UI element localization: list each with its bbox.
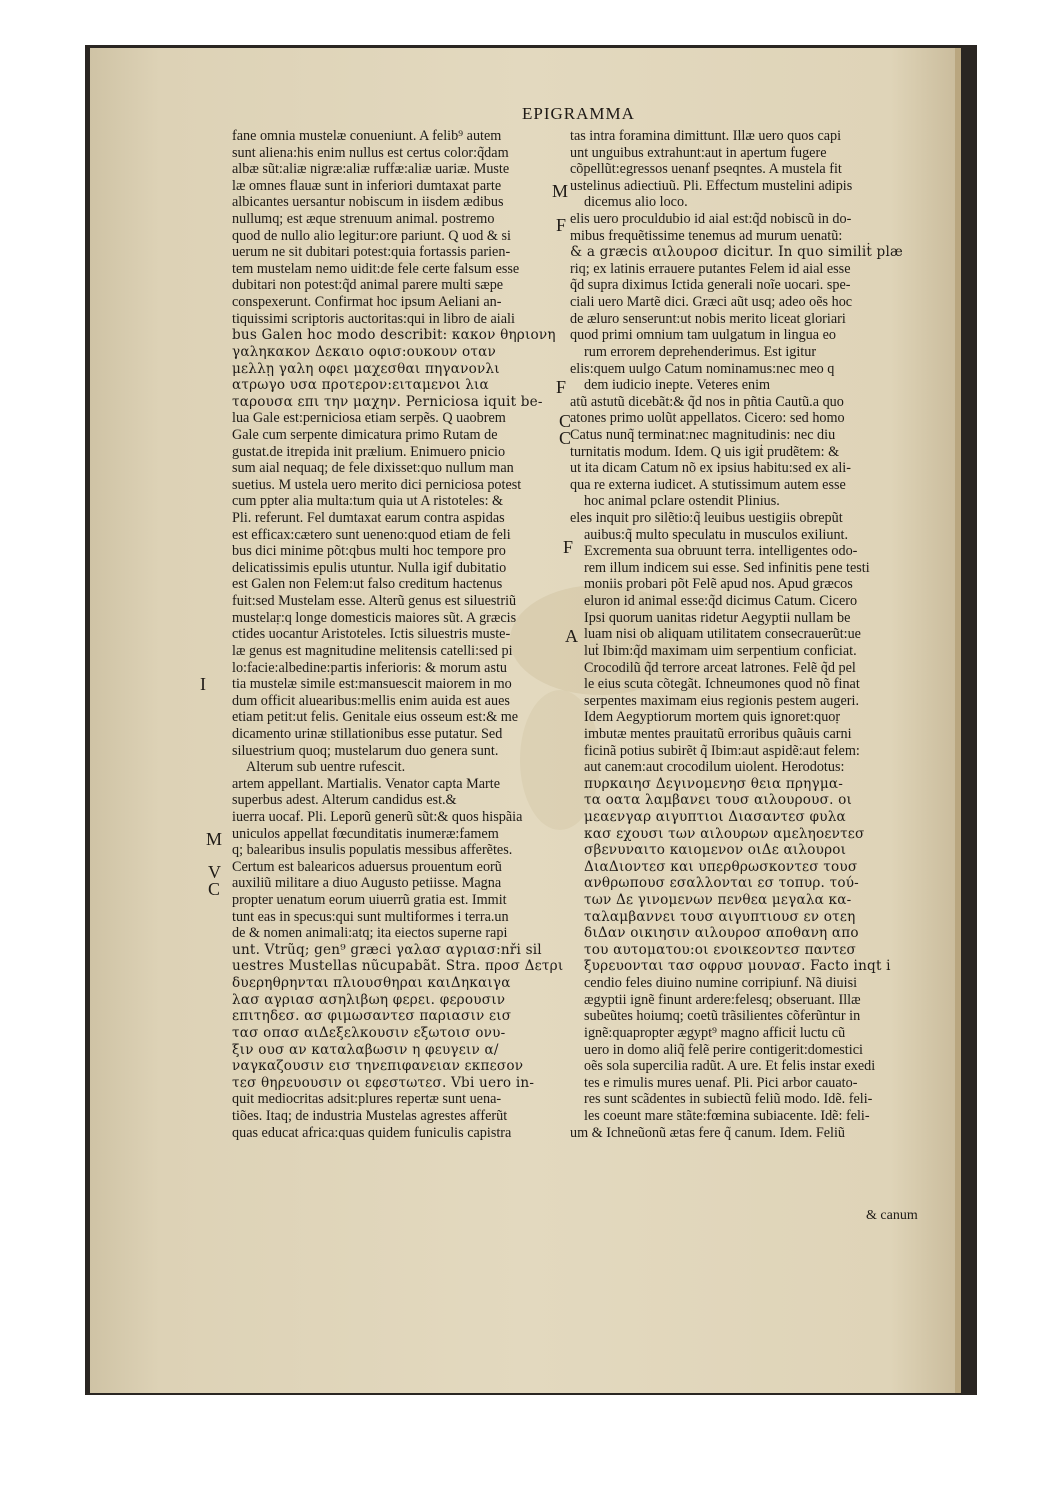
text-line: ξιν ουσ αν καταλαβωσιν η φευγειν α/ (232, 1041, 499, 1058)
text-line: um & Ichneũonũ ætas fere q̃ canum. Idem. Feliũ (570, 1124, 846, 1141)
text-line: dubitari non potest:q̃d animal parere multi sæpe (232, 277, 504, 294)
text-line: ΔιαΔιοντεσ και υπερθρωσκοντεσ τουσ (584, 858, 858, 875)
text-line: ciali uero Martẽ dici. Græci aũt usq; adeo oẽs hoc (570, 294, 853, 311)
text-line: nullumq; est æque strenuum animal. postremo (232, 211, 495, 228)
marginal-initial: I (200, 674, 206, 694)
text-line: σβενυναιτο καιομενον οιΔε αιλουροι (584, 842, 847, 859)
text-line: Ipsi quorum uanitas ridetur Aegyptii nullam be (584, 609, 851, 626)
left-text-column (232, 128, 562, 1141)
text-line: q; balearibus insulis populatis messibus afferẽtes. (232, 842, 513, 859)
text-line: cum ppter alia multa:tum quia ut A ristoteles: & (232, 493, 504, 510)
text-line: bus Galen hoc modo describit: κακον θηριονη (232, 327, 556, 344)
text-line: quod primi omnium tam uulgatum in lingua eo (570, 327, 836, 344)
text-line: turnitatis modum. Idem. Q uis igiṫ prudẽtem: & (570, 443, 840, 460)
text-line: tunt eas in specus:qui sunt multiformes i terra.un (232, 908, 509, 925)
text-line: bus dici minime põt:qbus multi hoc tempore pro (232, 543, 506, 560)
text-line: uniculos appellat fœcunditatis inumeræ:famem (232, 825, 499, 842)
running-head: EPIGRAMMA (522, 104, 635, 123)
text-line: tas intra foramina dimittunt. Illæ uero quos capi (570, 128, 842, 144)
text-line: conspexerunt. Confirmat hoc ipsum Aeliani an- (232, 294, 502, 311)
text-line: tes e rimulis mures uenaf. Pli. Pici arbor cauato- (584, 1074, 858, 1091)
marginal-initial: M (206, 829, 223, 849)
text-line: tiquissimi scriptoris auctoritas:qui in libro de aiali (232, 310, 515, 327)
text-line: ustelinus adiectiuũ. Pli. Effectum mustelini adipis (570, 177, 853, 194)
text-line: siluestrium quoq; mustelarum duo genera sunt. (232, 742, 499, 759)
text-line: ταρουσα επι την μαχην. Perniciosa iquit be- (232, 393, 543, 410)
text-line: elis uero proculdubio id aial est:q̃d nobiscũ in do- (570, 211, 852, 228)
text-line: albicantes uersantur nobiscum in iisdem ædibus (232, 194, 504, 211)
text-line: fane omnia mustelæ conueniunt. A felib⁹ autem (232, 128, 502, 144)
right-text-column (570, 128, 930, 1141)
text-line: Certum est balearicos aduersus prouentum eorũ (232, 858, 502, 875)
text-line: & a græcis αιλουροσ dicitur. In quo similiṫ plæ (570, 244, 903, 261)
text-line: superbus adest. Alterum candidus est.& (232, 792, 457, 809)
text-line: de & nomen animali:atq; ita eiectos superne rapi (232, 925, 508, 942)
text-line: ægyptii ignẽ finunt ardere:felesq; obseruant. Illæ (584, 991, 861, 1008)
text-line: Gale cum serpente dimicatura primo Rutam de (232, 426, 498, 443)
text-line: sum aial nequaq; de fele dixisset:quo nullum man (232, 460, 514, 477)
text-line: eluron id animal esse:q̃d dicimus Catum. Cicero (584, 593, 858, 610)
text-line: q̃d supra diximus Ictida generali noĩe uocari. spe- (570, 277, 851, 294)
text-line: subeũtes hoiumq; coetũ trãsilientes cõferũntur in (584, 1008, 861, 1025)
text-line: de æluro senserunt:ut nobis merito liceat gloriari (570, 310, 846, 327)
text-line: gustat.de itrepida init prælium. Enimuero pnicio (232, 443, 506, 460)
marginal-initial: C (559, 411, 572, 431)
marginal-initial: F (556, 215, 567, 235)
text-line: τα οατα λαμβανει τουσ αιλουρουσ. οι (584, 792, 853, 809)
text-line: επιτηδεσ. ασ φιμωσαντεσ παριασιν εισ (232, 1008, 512, 1025)
text-line: aut canem:aut crocodilum uiolent. Herodotus: (584, 759, 845, 776)
text-line: est efficax:cætero sunt ueneno:quod etiam de feli (232, 526, 511, 543)
text-line: lo:facie:albedine:partis inferioris: & morum astu (232, 659, 508, 676)
text-line: hoc animal pclare ostendit Plinius. (584, 493, 780, 510)
text-line: les coeunt mare stãte:fœmina subiacente. Idẽ: feli- (584, 1107, 870, 1124)
text-line: imbutæ mentes prauitatũ erroribus quãuis carni (584, 725, 852, 742)
text-line: tia mustelæ simile est:mansuescit maiorem in mo (232, 676, 512, 693)
text-line: unt unguibus extrahunt:aut in apertum fugere (570, 144, 827, 161)
text-line: ficinã potius subirẽt q̃ Ibim:aut aspidẽ:aut felem: (584, 742, 860, 759)
text-line: riq; ex latinis errauere putantes Felem id aial esse (570, 260, 851, 277)
text-line: est Galen non Felem:ut falso creditum hactenus (232, 576, 503, 593)
text-line: Idem Aegyptiorum mortem quis ignoret:quoṛ (584, 709, 841, 726)
text-line: iuerra uocaf. Pli. Leporũ generũ sũt:& quos hispãia (232, 808, 523, 825)
text-line: fuit:sed Mustelam esse. Alterũ genus est siluestriũ (232, 593, 517, 610)
text-line: μεαενγαρ αιγυπτιοι Διασαντεσ φυλα (584, 808, 846, 825)
text-line: Catus nunq̃ terminat:nec magnitudinis: nec diu (570, 426, 836, 443)
text-line: auxiliũ militare a diuo Augusto petiisse. Magna (232, 875, 502, 892)
text-line: luṫ Ibim:q̃d maximam uim serpentium conficiat. (584, 642, 857, 659)
text-line: rem illum indicem sui esse. Sed infinitis pene testi (584, 559, 870, 576)
text-line: mustelaṛ:q longe domesticis maiores sũt. A græcis (232, 609, 517, 626)
marginal-initial: C (208, 879, 221, 899)
marginal-initial: M (552, 181, 569, 201)
text-line: elis:quem uulgo Catum nominamus:nec meo q (570, 360, 835, 377)
text-line: ναγκαζουσιν εισ τηνεπιφανειαν εκπεσον (232, 1058, 524, 1075)
text-line: moniis probari põt Felẽ apud nos. Apud græcos (584, 576, 853, 593)
text-line: uestres Mustellas nũcupabãt. Stra. προσ Δετρι (232, 958, 564, 975)
text-line: oẽs sola supercilia radũt. A ure. Et felis instar exedi (584, 1058, 876, 1075)
text-line: luam nisi ob aliquam utilitatem consecrauerũt:ue (584, 626, 861, 643)
text-line: res sunt scãdentes in subiectũ feliũ modo. Idẽ. feli- (584, 1091, 873, 1108)
text-line: ut ita dicam Catum nõ ex ipsius habitu:sed ex ali- (570, 460, 851, 477)
text-line: ignẽ:quapropter ægypt⁹ magno afficiṫ luctu cũ (584, 1024, 846, 1041)
catchword: & canum (866, 1208, 918, 1223)
text-line: dicamento urinæ stillationibus esse putatur. Sed (232, 725, 503, 742)
text-line: κασ εχουσι των αιλουρων αμεληοεντεσ (584, 825, 865, 842)
text-line: του αυτοματου:οι ενοικεοντεσ παντεσ (584, 941, 857, 958)
text-line: quod de nullo alio legitur:ore pariunt. Q uod & si (232, 227, 511, 244)
text-line: ατρωγο υσα προτερον:ειταμενοι λια (232, 377, 489, 394)
text-line: ανθρωπουσ εσαλλονται εσ τοπυρ. τού- (584, 875, 859, 892)
text-line: uero in domo aliq̃ felẽ perire contigerit:domestici (584, 1041, 863, 1058)
text-line: lua Gale est:perniciosa etiam serpẽs. Q uaobrem (232, 410, 506, 427)
text-line: Alterum sub uentre rufescit. (246, 759, 406, 776)
marginal-initial: C (559, 428, 572, 448)
text-line: auibus:q̃ multo speculatu in musculos exiliunt. (584, 526, 849, 543)
text-line: qua re externa iudicet. A stutissimum autem esse (570, 476, 846, 493)
text-line: τεσ θηρευουσιν οι εφεστωτεσ. Vbi uero in- (232, 1074, 535, 1091)
text-line: ξυρευονται τασ οφρυσ μουνασ. Facto inqt i (584, 958, 891, 975)
text-line: eles inquit pro silẽtio:q̃ leuibus uestigiis obrepũt (570, 510, 843, 527)
text-line: dum officit aluearibus:mellis enim auida est aues (232, 692, 510, 709)
marginal-initial: F (556, 377, 567, 397)
text-line: atones primo uolũt appellatos. Cicero: sed homo (570, 410, 845, 427)
text-line: των Δε γινομενων πενθεα μεγαλα κα- (584, 892, 852, 909)
text-line: læ omnes flauæ sunt in inferiori dumtaxat parte (232, 177, 502, 194)
text-line: tiões. Itaq; de industria Mustelas agrestes afferũt (232, 1107, 508, 1124)
text-line: serpentes maximam eius regionis pestem augeri. (584, 692, 860, 709)
text-line: cõpellũt:egressos uenanf pseqntes. A mustela fit (570, 161, 842, 178)
text-line: albæ sũt:aliæ nigræ:aliæ ruffæ:aliæ uariæ. Muste (232, 161, 510, 178)
text-line: quas educat africa:quas quidem funiculis capistra (232, 1124, 512, 1141)
text-line: mibus frequẽtissime tenemus ad murum uenatũ: (570, 227, 843, 244)
text-line: λασ αγριασ ασηλιβωη φερει. φερουσιν (232, 991, 506, 1008)
text-line: uerum ne sit dubitari potest:quia fortassis parien- (232, 244, 511, 261)
text-line: læ genus est magnitudine melitensis catelli:sed pi (232, 642, 513, 659)
text-line: etiam petit:ut felis. Genitale eius osseum est:& me (232, 709, 519, 726)
text-line: propter uenatum eorum uiuerrũ gratia est. Immit (232, 892, 507, 909)
text-line: ταλαμβαννει τουσ αιγυπτιουσ εν οτεη (584, 908, 856, 925)
text-line: Pli. referunt. Fel dumtaxat earum contra aspidas (232, 510, 505, 527)
text-line: Excrementa sua obruunt terra. intelligentes odo- (584, 543, 858, 560)
marginal-initial: V (208, 862, 221, 882)
text-line: δυερηθρηνται πλιουσθηραι καιΔηκαιγα (232, 975, 511, 992)
text-line: rum errorem deprehenderimus. Est igitur (584, 343, 817, 360)
marginal-initial: F (563, 537, 574, 557)
text-line: ctides uocantur Aristoteles. Ictis siluestris muste- (232, 626, 511, 643)
text-line: γαληκακον Δεκαιο οφισ:ουκουν οταν (232, 343, 496, 360)
text-line: quit mediocritas adsit:plures repertæ sunt uena- (232, 1091, 502, 1108)
text-line: Crocodilũ q̃d terrore arceat latrones. Felẽ q̃d pel (584, 659, 856, 676)
marginal-initial: A (565, 626, 578, 646)
text-line: unt. Vtrũq; gen⁹ græci γαλασ αγριασ:nři sil (232, 941, 542, 958)
text-line: le eius scuta cõtegãt. Ichneumones quod nõ finat (584, 676, 860, 693)
text-line: sunt aliena:his enim nullus est certus color:q̃dam (232, 144, 509, 161)
text-line: cendio feles diuino numine corripiunf. Nã diuisi (584, 975, 858, 992)
text-line: διΔαν οικιησιν αιλουροσ αποθανη απο (584, 925, 859, 942)
text-line: πυρκαιησ Δεγινομενησ θεια πρηγμα- (584, 775, 844, 792)
text-line: dicemus alio loco. (584, 194, 688, 211)
text-line: delicatissimis epulis utuntur. Nulla igif dubitatio (232, 559, 507, 576)
text-line: suetius. M ustela uero merito dici perniciosa potest (232, 476, 522, 493)
text-line: tem mustelam nemo uidit:de fele certe falsum esse (232, 260, 520, 277)
text-line: τασ οπασ αιΔεξελκουσιν εξωτοισ ονυ- (232, 1024, 506, 1041)
text-line: dem iudicio inepte. Veteres enim (584, 377, 771, 394)
text-line: atũ astutũ dicebãt:& q̃d nos in pñtia Cautũ.a quo (570, 393, 844, 410)
text-line: artem appellant. Martialis. Venator capta Marte (232, 775, 501, 792)
text-line: μελλῃ γαλη οφει μαχεσθαι πηγανονλι (232, 360, 500, 377)
